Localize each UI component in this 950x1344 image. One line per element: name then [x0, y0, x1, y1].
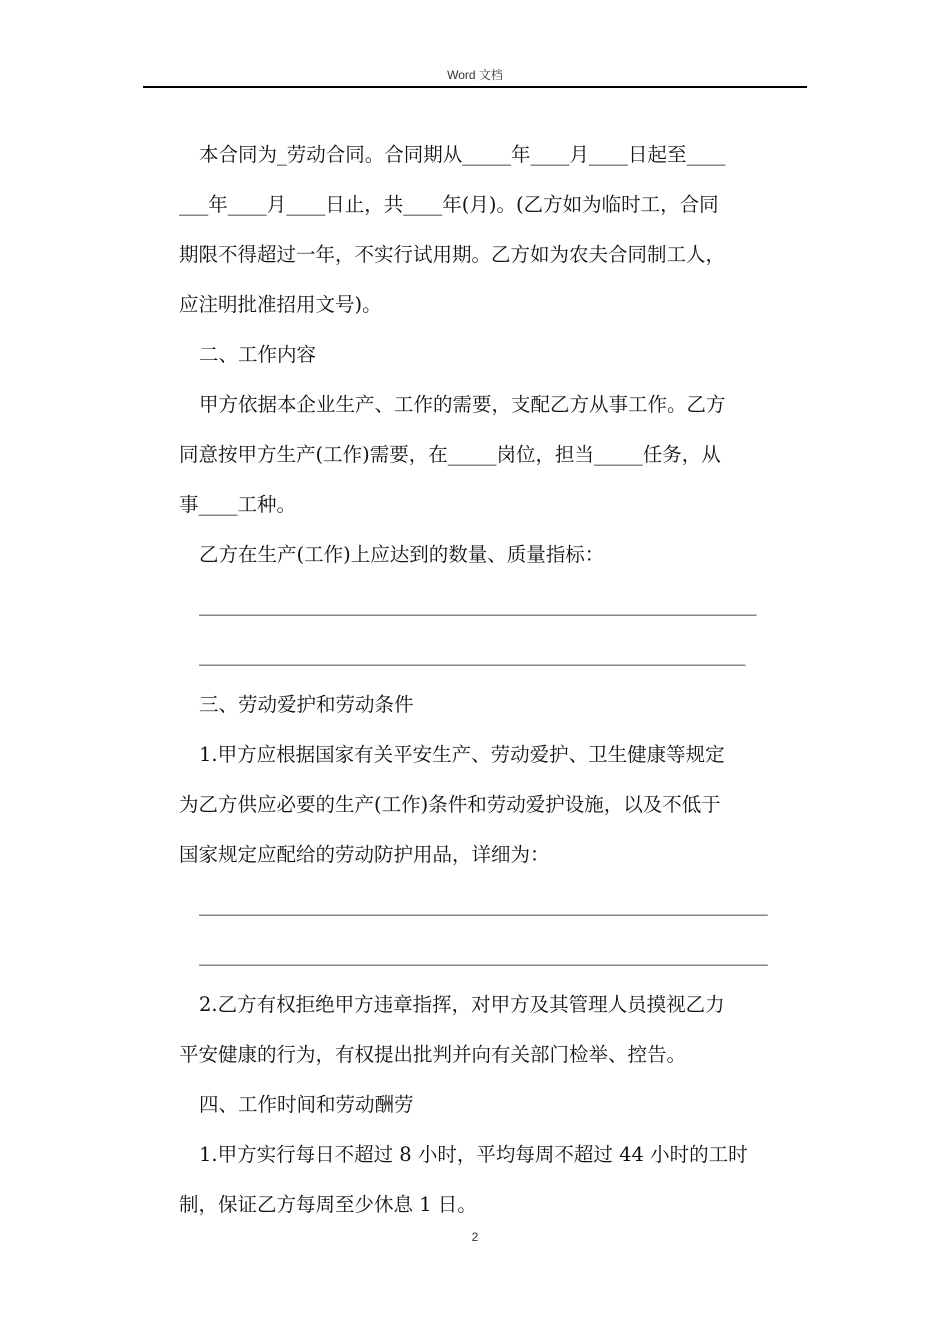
- text-line: 甲方依据本企业生产、工作的需要，支配乙方从事工作。乙方: [199, 393, 726, 416]
- text-line: 事____工种。: [179, 493, 297, 516]
- text-line: 期限不得超过一年，不实行试用期。乙方如为农夫合同制工人，: [179, 243, 726, 266]
- text-line: 本合同为_劳动合同。合同期从_____年____月____日起至____: [199, 143, 726, 166]
- paragraph-right-to-refuse: [179, 980, 803, 1080]
- paragraph-protection-provisions: [179, 730, 803, 880]
- text-line: 1.甲方实行每日不超过 8 小时，平均每周不超过 44 小时的工时: [199, 1143, 748, 1166]
- fill-in-line: __________________________________________________: [199, 593, 756, 616]
- page-number: 2: [471, 1230, 479, 1244]
- text-line: 国家规定应配给的劳动防护用品，详细为：: [179, 843, 550, 866]
- text-line: 同意按甲方生产(工作)需要，在_____岗位，担当_____任务，从: [179, 443, 721, 466]
- section-heading-work-content: 二、工作内容: [199, 343, 317, 366]
- section-heading-working-hours: 四、工作时间和劳动酬劳: [199, 1093, 414, 1116]
- text-line: 1.甲方应根据国家有关平安生产、劳动爱护、卫生健康等规定: [199, 743, 725, 766]
- text-line: ___年____月____日止，共____年(月)。(乙方如为临时工，合同: [179, 193, 719, 216]
- fill-in-line: _________________________________________________: [199, 643, 745, 666]
- text-line: 为乙方供应必要的生产(工作)条件和劳动爱护设施，以及不低于: [179, 793, 721, 816]
- page-header: Word 文档: [447, 68, 503, 82]
- section-heading-labor-protection: 三、劳动爱护和劳动条件: [199, 693, 414, 716]
- text-line: 平安健康的行为，有权提出批判并向有关部门检举、控告。: [179, 1043, 687, 1066]
- text-line: 应注明批准招用文号)。: [179, 293, 382, 316]
- text-line: 制，保证乙方每周至少休息 1 日。: [179, 1193, 477, 1216]
- paragraph-quality-targets: 乙方在生产(工作)上应达到的数量、质量指标：: [199, 543, 605, 566]
- fill-in-line: ___________________________________________________: [199, 943, 768, 966]
- fill-in-line: ___________________________________________________: [199, 893, 768, 916]
- text-line: 2.乙方有权拒绝甲方违章指挥，对甲方及其管理人员摸视乙力: [199, 993, 725, 1016]
- document-body: [179, 130, 803, 1230]
- header-divider: [143, 86, 807, 88]
- paragraph-working-hours: [179, 1130, 803, 1230]
- paragraph-contract-term: [179, 130, 803, 330]
- paragraph-work-assignment: [179, 380, 803, 530]
